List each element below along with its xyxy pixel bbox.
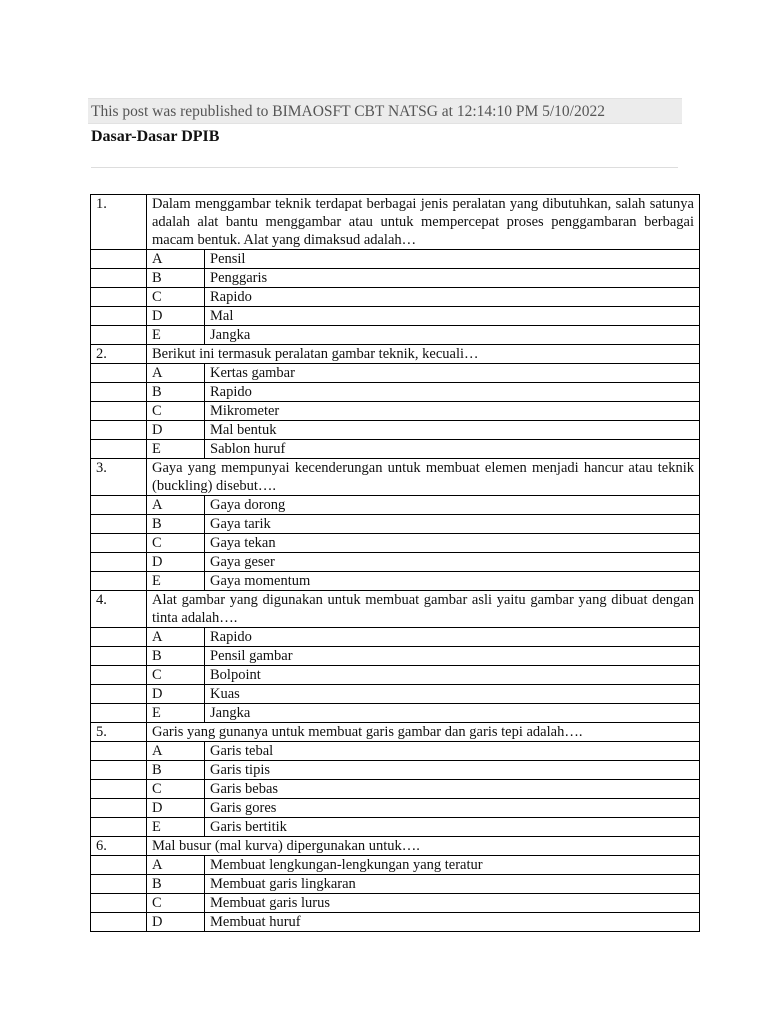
option-letter: D <box>147 307 205 326</box>
option-spacer <box>91 269 147 288</box>
question-text: Alat gambar yang digunakan untuk membuat gambar asli yaitu gambar yang dibuat dengan tinta adalah…. <box>147 591 700 628</box>
option-text: Membuat garis lurus <box>205 894 700 913</box>
option-letter: B <box>147 761 205 780</box>
option-spacer <box>91 647 147 666</box>
option-spacer <box>91 383 147 402</box>
option-row <box>91 856 700 875</box>
questions-body <box>91 195 700 932</box>
document-title: Dasar-Dasar DPIB <box>91 128 220 145</box>
option-spacer <box>91 894 147 913</box>
question-number: 4. <box>91 591 147 628</box>
option-row <box>91 647 700 666</box>
option-spacer <box>91 875 147 894</box>
option-row <box>91 515 700 534</box>
option-row <box>91 496 700 515</box>
option-row <box>91 250 700 269</box>
option-letter: C <box>147 894 205 913</box>
option-row <box>91 269 700 288</box>
option-row <box>91 307 700 326</box>
option-text: Pensil <box>205 250 700 269</box>
option-row <box>91 402 700 421</box>
option-text: Kuas <box>205 685 700 704</box>
option-text: Penggaris <box>205 269 700 288</box>
option-row <box>91 440 700 459</box>
option-text: Rapido <box>205 628 700 647</box>
option-spacer <box>91 534 147 553</box>
option-letter: C <box>147 288 205 307</box>
question-row <box>91 723 700 742</box>
option-spacer <box>91 250 147 269</box>
question-number: 1. <box>91 195 147 250</box>
divider <box>91 167 678 168</box>
option-spacer <box>91 799 147 818</box>
option-row <box>91 572 700 591</box>
option-text: Garis gores <box>205 799 700 818</box>
option-spacer <box>91 761 147 780</box>
option-letter: A <box>147 628 205 647</box>
option-row <box>91 553 700 572</box>
option-text: Gaya tekan <box>205 534 700 553</box>
option-row <box>91 685 700 704</box>
option-spacer <box>91 780 147 799</box>
option-letter: B <box>147 515 205 534</box>
option-letter: D <box>147 685 205 704</box>
option-text: Garis bebas <box>205 780 700 799</box>
question-number: 6. <box>91 837 147 856</box>
option-letter: C <box>147 402 205 421</box>
option-row <box>91 364 700 383</box>
question-row <box>91 195 700 250</box>
option-row <box>91 666 700 685</box>
option-text: Garis tipis <box>205 761 700 780</box>
option-row <box>91 818 700 837</box>
option-row <box>91 761 700 780</box>
option-letter: D <box>147 799 205 818</box>
option-spacer <box>91 685 147 704</box>
option-row <box>91 421 700 440</box>
option-text: Garis bertitik <box>205 818 700 837</box>
option-text: Gaya tarik <box>205 515 700 534</box>
option-spacer <box>91 704 147 723</box>
option-spacer <box>91 402 147 421</box>
option-text: Membuat garis lingkaran <box>205 875 700 894</box>
option-text: Garis tebal <box>205 742 700 761</box>
option-letter: D <box>147 913 205 932</box>
option-spacer <box>91 515 147 534</box>
option-spacer <box>91 913 147 932</box>
option-spacer <box>91 288 147 307</box>
question-row <box>91 345 700 364</box>
option-text: Mal <box>205 307 700 326</box>
question-row <box>91 459 700 496</box>
question-text: Berikut ini termasuk peralatan gambar teknik, kecuali… <box>147 345 700 364</box>
option-spacer <box>91 742 147 761</box>
option-row <box>91 288 700 307</box>
option-spacer <box>91 496 147 515</box>
option-text: Sablon huruf <box>205 440 700 459</box>
republish-banner: This post was republished to BIMAOSFT CBT NATSG at 12:14:10 PM 5/10/2022 <box>88 98 682 124</box>
option-text: Kertas gambar <box>205 364 700 383</box>
option-letter: E <box>147 704 205 723</box>
option-spacer <box>91 364 147 383</box>
option-row <box>91 628 700 647</box>
option-spacer <box>91 421 147 440</box>
option-letter: E <box>147 818 205 837</box>
question-text: Dalam menggambar teknik terdapat berbagai jenis peralatan yang dibutuhkan, salah satunya adalah alat bantu menggambar atau untuk mempercepat proses penggambaran berbagai macam bentuk. Alat yang dimaksud adalah… <box>147 195 700 250</box>
option-row <box>91 534 700 553</box>
option-text: Gaya dorong <box>205 496 700 515</box>
option-row <box>91 780 700 799</box>
option-spacer <box>91 307 147 326</box>
question-number: 3. <box>91 459 147 496</box>
option-spacer <box>91 572 147 591</box>
option-letter: B <box>147 875 205 894</box>
option-text: Gaya geser <box>205 553 700 572</box>
option-letter: A <box>147 856 205 875</box>
option-letter: B <box>147 383 205 402</box>
option-text: Gaya momentum <box>205 572 700 591</box>
option-text: Bolpoint <box>205 666 700 685</box>
option-letter: B <box>147 269 205 288</box>
option-row <box>91 894 700 913</box>
question-number: 2. <box>91 345 147 364</box>
option-spacer <box>91 553 147 572</box>
question-row <box>91 837 700 856</box>
option-row <box>91 913 700 932</box>
option-spacer <box>91 818 147 837</box>
option-row <box>91 326 700 345</box>
option-letter: A <box>147 364 205 383</box>
question-text: Mal busur (mal kurva) dipergunakan untuk…. <box>147 837 700 856</box>
question-row <box>91 591 700 628</box>
option-row <box>91 742 700 761</box>
option-text: Membuat huruf <box>205 913 700 932</box>
option-text: Rapido <box>205 383 700 402</box>
option-letter: D <box>147 421 205 440</box>
option-text: Membuat lengkungan-lengkungan yang teratur <box>205 856 700 875</box>
option-text: Jangka <box>205 326 700 345</box>
option-letter: E <box>147 572 205 591</box>
option-text: Jangka <box>205 704 700 723</box>
option-text: Mikrometer <box>205 402 700 421</box>
option-letter: B <box>147 647 205 666</box>
option-row <box>91 383 700 402</box>
option-letter: E <box>147 326 205 345</box>
option-letter: A <box>147 496 205 515</box>
option-row <box>91 875 700 894</box>
option-text: Rapido <box>205 288 700 307</box>
question-text: Gaya yang mempunyai kecenderungan untuk membuat elemen menjadi hancur atau teknik (buckling) disebut…. <box>147 459 700 496</box>
option-spacer <box>91 440 147 459</box>
option-letter: C <box>147 666 205 685</box>
option-letter: C <box>147 780 205 799</box>
option-spacer <box>91 628 147 647</box>
option-letter: D <box>147 553 205 572</box>
option-letter: A <box>147 742 205 761</box>
option-spacer <box>91 326 147 345</box>
option-spacer <box>91 666 147 685</box>
option-letter: A <box>147 250 205 269</box>
question-number: 5. <box>91 723 147 742</box>
question-text: Garis yang gunanya untuk membuat garis gambar dan garis tepi adalah…. <box>147 723 700 742</box>
option-row <box>91 704 700 723</box>
option-text: Mal bentuk <box>205 421 700 440</box>
option-row <box>91 799 700 818</box>
questions-table <box>90 194 700 932</box>
option-text: Pensil gambar <box>205 647 700 666</box>
option-spacer <box>91 856 147 875</box>
option-letter: E <box>147 440 205 459</box>
option-letter: C <box>147 534 205 553</box>
